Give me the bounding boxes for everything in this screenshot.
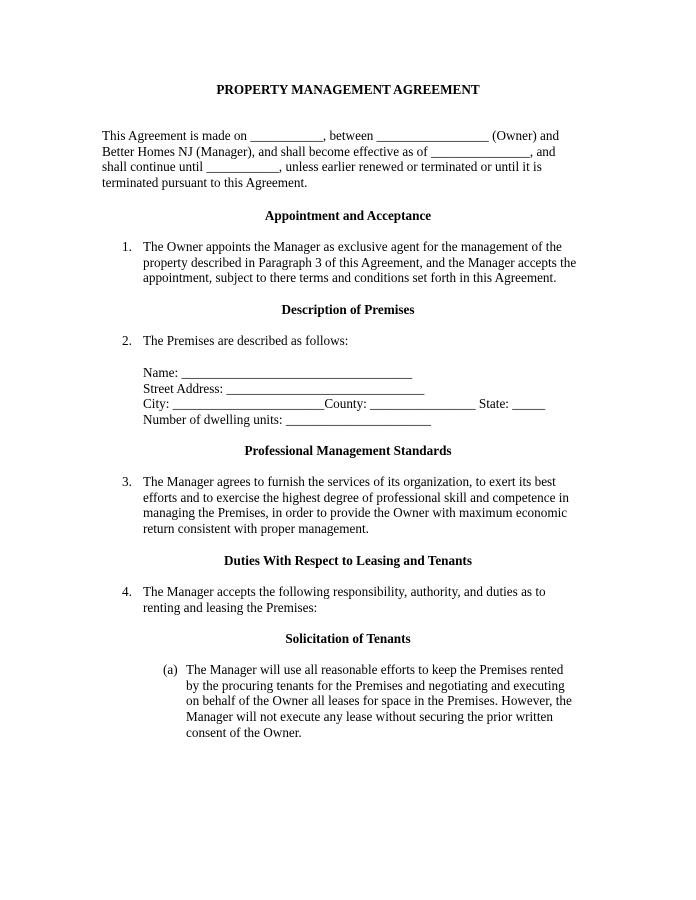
- clause-1: [122, 239, 576, 286]
- clause-line: appointment, subject to there terms and conditions set forth in this Agreement.: [143, 270, 557, 286]
- name-field: Name: ___________________________________: [143, 365, 413, 380]
- clause-line: by the procuring tenants for the Premises and negotiating and executing: [186, 677, 565, 693]
- city-county-state-field: City: _______________________County: ________________ State: _____: [143, 396, 546, 412]
- intro-line: terminated pursuant to this Agreement.: [102, 175, 308, 191]
- intro-line: Better Homes NJ (Manager), and shall become effective as of _______________, and: [102, 143, 556, 159]
- heading-standards: Professional Management Standards: [244, 443, 452, 458]
- heading-solicitation: Solicitation of Tenants: [285, 631, 411, 646]
- premises-fields: [143, 365, 545, 428]
- heading-premises: Description of Premises: [281, 302, 415, 317]
- dwelling-units-field: Number of dwelling units: ______________________: [143, 412, 431, 428]
- clause-3: [122, 474, 569, 537]
- clause-line: managing the Premises, in order to provide the Owner with maximum economic: [143, 505, 568, 521]
- clause-line: The Manager will use all reasonable efforts to keep the Premises rented: [186, 662, 564, 677]
- clause-line: efforts and to exercise the highest degree of professional skill and competence in: [143, 489, 570, 505]
- clause-line: on behalf of the Owner all leases for space in the Premises. However, the: [186, 693, 572, 709]
- clause-4: [122, 584, 546, 615]
- intro-line: shall continue until ___________, unless earlier renewed or terminated or until it is: [102, 159, 542, 175]
- clause-number: (a): [163, 662, 178, 677]
- heading-appointment: Appointment and Acceptance: [264, 208, 432, 223]
- clause-line: The Manager agrees to furnish the services of its organization, to exert its best: [143, 474, 556, 489]
- street-address-field: Street Address: ______________________________: [143, 380, 425, 396]
- clause-2: [122, 333, 348, 349]
- clause-line: renting and leasing the Premises:: [143, 599, 318, 615]
- intro-line: This Agreement is made on ___________, between _________________ (Owner) and: [102, 128, 560, 143]
- clause-line: The Manager accepts the following responsibility, authority, and duties as to: [143, 584, 546, 599]
- clause-line: The Owner appoints the Manager as exclusive agent for the management of the: [143, 239, 562, 254]
- clause-line: property described in Paragraph 3 of this Agreement, and the Manager accepts the: [143, 254, 577, 270]
- clause-number: 3.: [122, 474, 132, 489]
- clause-line: return consistent with proper management.: [143, 521, 369, 537]
- intro-paragraph: [102, 128, 559, 191]
- clause-number: 4.: [122, 584, 132, 599]
- clause-number: 2.: [122, 333, 132, 348]
- heading-leasing: Duties With Respect to Leasing and Tenants: [224, 553, 472, 568]
- clause-line: consent of the Owner.: [186, 724, 302, 740]
- clause-line: The Premises are described as follows:: [143, 333, 349, 348]
- document-title: PROPERTY MANAGEMENT AGREEMENT: [216, 82, 480, 97]
- clause-number: 1.: [122, 239, 132, 254]
- clause-4a: [163, 662, 572, 741]
- clause-line: Manager will not execute any lease without securing the prior written: [186, 709, 553, 725]
